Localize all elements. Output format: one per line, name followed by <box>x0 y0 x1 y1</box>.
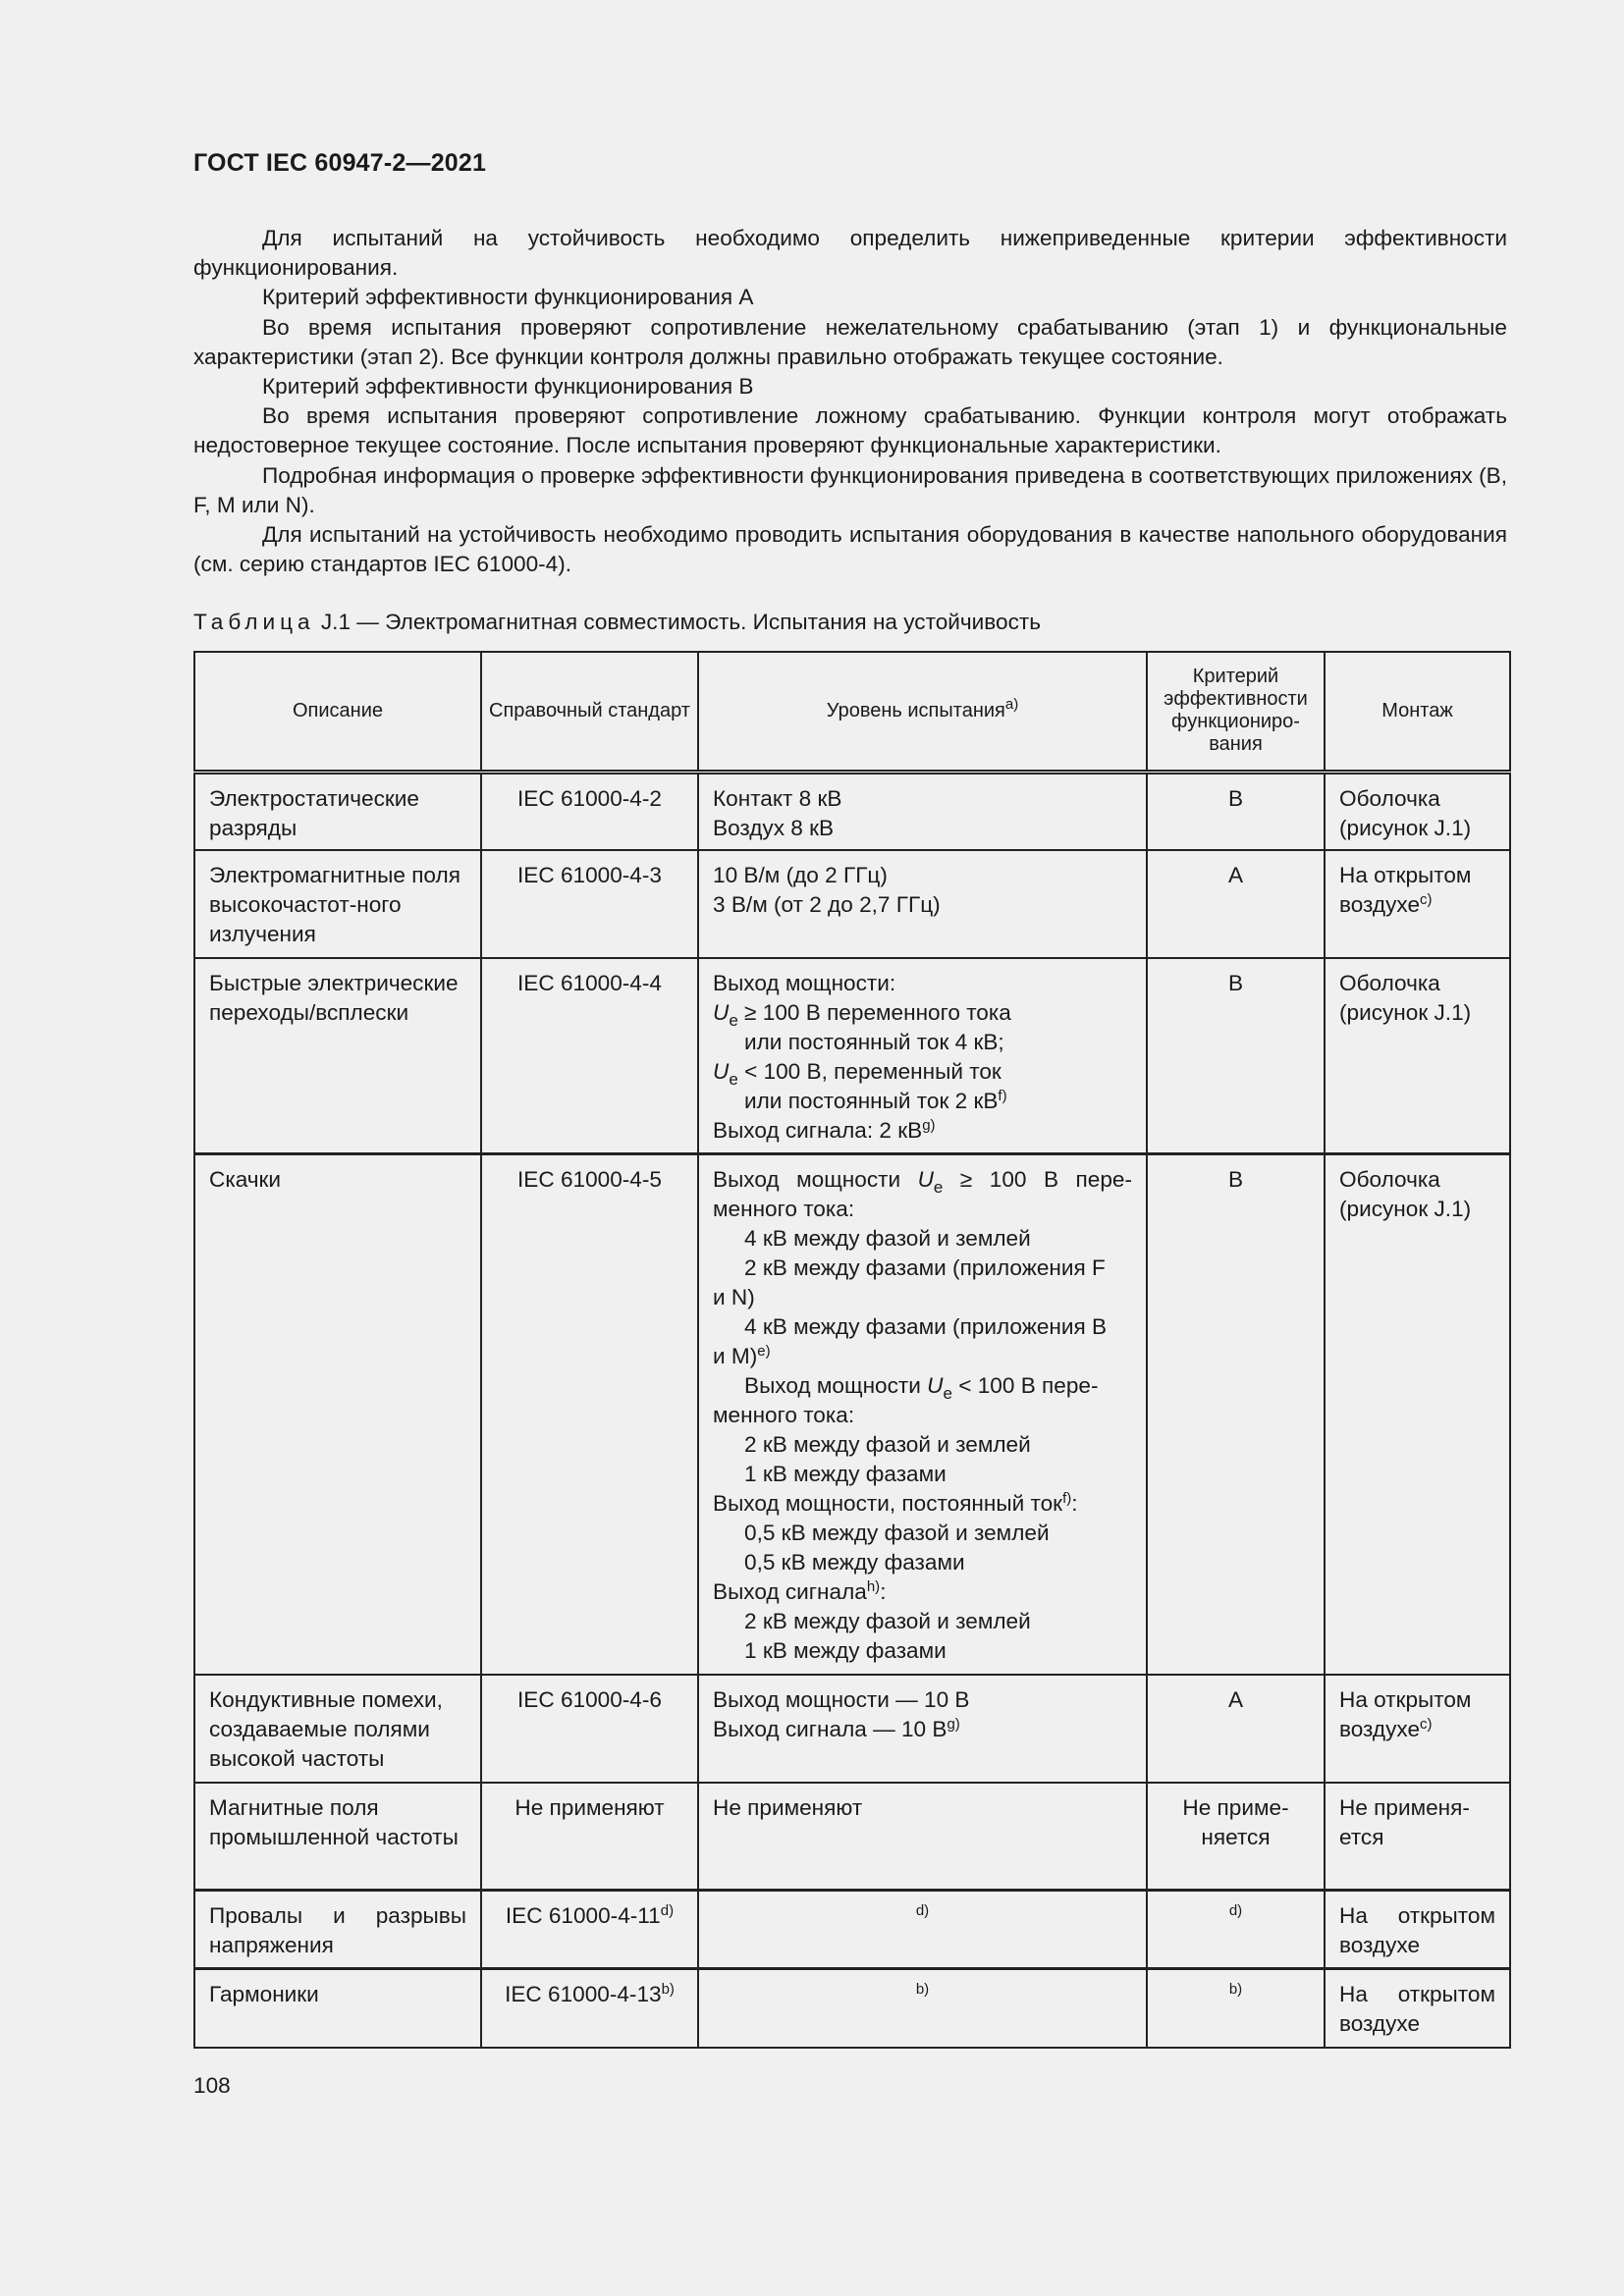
footnote-ref: g) <box>922 1116 936 1134</box>
level-line: 10 В/м (до 2 ГГц) <box>713 862 888 887</box>
cell-level <box>698 1675 1147 1783</box>
level-line: Выход сигнала$^{h)}$: <box>713 1578 887 1604</box>
paragraph: Критерий эффективности функционирования В <box>262 374 754 400</box>
cell-description: Электромагнитные поля высокочастот-ного излучения <box>194 850 481 958</box>
cell-criterion: Не приме-няется <box>1147 1783 1325 1891</box>
header-criterion: Критерий эффективности функциониро-вания <box>1147 652 1325 772</box>
level-line: Выход мощности, постоянный ток$^{f)}$: <box>713 1490 1078 1516</box>
level-text: Выход сигнала <box>713 1579 867 1604</box>
level-text: или постоянный ток 2 кВ <box>744 1088 999 1113</box>
footnote-ref: b) <box>661 1981 675 1998</box>
level-line <box>713 998 1132 1028</box>
level-line: 0,5 кВ между фазами <box>744 1550 965 1575</box>
level-line: 4 кВ между фазами (приложения B <box>744 1314 1108 1339</box>
level-text: < 100 В, переменный ток <box>744 1058 1001 1084</box>
table-row <box>194 1154 1510 1675</box>
level-line: 2 кВ между фазой и землей <box>744 1432 1031 1457</box>
paragraph: Подробная информация о проверке эффективности функционирования приведена в соответствующих приложениях (B, F, M или N). <box>193 462 1508 517</box>
cell-mounting <box>1325 850 1510 958</box>
cell-reference: IEC 61000-4-2 <box>481 772 698 850</box>
cell-mounting <box>1325 1969 1510 2048</box>
cell-mounting: Оболочка (рисунок J.1) <box>1325 1154 1510 1675</box>
table-row <box>194 850 1510 958</box>
cell-criterion: B <box>1147 1154 1325 1675</box>
cell-level <box>698 958 1147 1154</box>
level-line: менного тока: <box>713 1197 855 1221</box>
page-number: 108 <box>193 2073 231 2098</box>
footnote-ref: d) <box>915 1902 930 1919</box>
footnote-ref: g) <box>947 1715 960 1733</box>
paragraph: Для испытаний на устойчивость необходимо определить нижеприведенные критерии эффективности функционирования. <box>193 226 1507 281</box>
symbol-u: U <box>713 999 730 1025</box>
table-header-row <box>194 652 1510 772</box>
symbol-u: U <box>927 1373 944 1398</box>
cell-reference: IEC 61000-4-3 <box>481 850 698 958</box>
reference-text: IEC 61000-4-11 <box>505 1903 661 1928</box>
table-caption <box>193 610 1041 635</box>
table-row <box>194 1969 1510 2048</box>
footnote-ref: c) <box>1420 1715 1433 1733</box>
footnote-ref: c) <box>1420 890 1433 908</box>
level-text: ≥ 100 В переменного тока <box>744 999 1011 1025</box>
cell-criterion: B <box>1147 958 1325 1154</box>
level-text: Выход мощности <box>713 1167 901 1192</box>
emc-immunity-table <box>193 651 1511 2049</box>
cell-reference: Не применяют <box>481 1783 698 1891</box>
cell-level <box>698 1891 1147 1969</box>
description-text: Провалы и разрывы напряжения <box>209 1903 466 1957</box>
level-line <box>713 1165 1132 1195</box>
level-line: 1 кВ между фазами <box>744 1462 947 1486</box>
cell-description: Кондуктивные помехи, создаваемые полями высокой частоты <box>194 1675 481 1783</box>
cell-level: Не применяют <box>698 1783 1147 1891</box>
cell-description: Быстрые электрические переходы/всплески <box>194 958 481 1154</box>
footnote-ref: b) <box>915 1981 930 1998</box>
level-line: 3 В/м (от 2 до 2,7 ГГц) <box>713 891 941 917</box>
level-line <box>713 1057 1132 1087</box>
level-line: менного тока: <box>713 1403 855 1427</box>
paragraph: Критерий эффективности функционирования А <box>262 285 754 310</box>
level-line <box>713 1715 1132 1744</box>
table-row <box>194 772 1510 850</box>
cell-mounting: Не применя-ется <box>1325 1783 1510 1891</box>
cell-criterion: A <box>1147 850 1325 958</box>
footnote-ref: b) <box>1228 1981 1243 1998</box>
level-line: 0,5 кВ между фазой и землей <box>744 1521 1050 1545</box>
header-level-text: Уровень испытания <box>826 699 1005 721</box>
level-line: 2 кВ между фазой и землей <box>744 1609 1031 1633</box>
paragraph: Во время испытания проверяют сопротивление нежелательному срабатыванию (этап 1) и функциональные характеристики (этап 2). Все функции контроля должны правильно отображать текущее состояние. <box>193 314 1507 369</box>
mounting-line: На открытом <box>1339 1982 1495 2006</box>
cell-level <box>698 1969 1147 2048</box>
symbol-sub: e <box>933 1178 944 1197</box>
level-line <box>713 1342 1132 1371</box>
table-row <box>194 1891 1510 1969</box>
table-row <box>194 1675 1510 1783</box>
level-line: или постоянный ток 4 кВ; <box>744 1029 1004 1054</box>
symbol-sub: e <box>729 1069 738 1089</box>
cell-reference <box>481 1969 698 2048</box>
cell-reference: IEC 61000-4-5 <box>481 1154 698 1675</box>
level-text: Выход мощности <box>744 1373 921 1398</box>
cell-criterion: B <box>1147 772 1325 850</box>
mounting-line: воздухе <box>1339 2011 1421 2036</box>
footnote-ref: f) <box>1062 1490 1072 1507</box>
cell-mounting <box>1325 1675 1510 1783</box>
cell-mounting: Оболочка (рисунок J.1) <box>1325 958 1510 1154</box>
level-line <box>713 1087 1132 1116</box>
level-line <box>713 1116 1132 1146</box>
cell-criterion <box>1147 1891 1325 1969</box>
symbol-sub: e <box>729 1010 738 1030</box>
header-mounting: Монтаж <box>1325 652 1510 772</box>
cell-level <box>698 1154 1147 1675</box>
footnote-ref: f) <box>998 1087 1007 1104</box>
document-header: ГОСТ IEC 60947-2—2021 <box>193 149 487 177</box>
table-row <box>194 958 1510 1154</box>
cell-criterion <box>1147 1969 1325 2048</box>
paragraph: Во время испытания проверяют сопротивление ложному срабатыванию. Функции контроля могут отображать недостоверное текущее состояние. После испытания проверяют функциональные характеристики. <box>193 403 1507 458</box>
table-caption-text: J.1 — Электромагнитная совместимость. Испытания на устойчивость <box>320 610 1042 634</box>
level-line: и N) <box>713 1285 755 1309</box>
level-line: Воздух 8 кВ <box>713 815 835 840</box>
cell-level <box>698 772 1147 850</box>
symbol-sub: e <box>943 1384 952 1403</box>
cell-description: Электростатические разряды <box>194 772 481 850</box>
header-description: Описание <box>194 652 481 772</box>
level-text: Выход сигнала: 2 кВ <box>713 1117 923 1143</box>
level-line: 1 кВ между фазами <box>744 1638 947 1663</box>
footnote-ref: d) <box>1228 1902 1243 1919</box>
paragraph: Для испытаний на устойчивость необходимо проводить испытания оборудования в качестве напольного оборудования (см. серию стандартов IEC 61000-4). <box>193 522 1507 577</box>
cell-mounting <box>1325 1891 1510 1969</box>
footnote-ref: a) <box>1004 695 1019 713</box>
level-line: 2 кВ между фазами (приложения F <box>744 1255 1106 1280</box>
symbol-u: U <box>917 1167 934 1192</box>
level-text: ≥ 100 В пере- <box>959 1167 1132 1192</box>
level-text: Выход мощности, постоянный ток <box>713 1491 1063 1516</box>
cell-reference <box>481 1891 698 1969</box>
body-text <box>193 224 1507 579</box>
cell-criterion: A <box>1147 1675 1325 1783</box>
mounting-line: На открытом <box>1339 1903 1495 1928</box>
level-line <box>713 1371 1132 1401</box>
level-line: 4 кВ между фазой и землей <box>744 1226 1031 1251</box>
table-caption-word: Таблица <box>193 610 315 634</box>
cell-description: Гармоники <box>194 1969 481 2048</box>
footnote-ref: h) <box>866 1578 881 1595</box>
mounting-text: На открытом воздухе <box>1339 1686 1472 1741</box>
cell-mounting: Оболочка (рисунок J.1) <box>1325 772 1510 850</box>
level-line: Выход мощности: <box>713 970 896 995</box>
header-level <box>698 652 1147 772</box>
cell-description: Магнитные поля промышленной частоты <box>194 1783 481 1891</box>
level-text: и M) <box>713 1344 758 1368</box>
footnote-ref: d) <box>660 1902 675 1919</box>
level-text: Выход сигнала — 10 В <box>713 1716 947 1741</box>
cell-reference: IEC 61000-4-4 <box>481 958 698 1154</box>
mounting-line: воздухе <box>1339 1933 1421 1957</box>
cell-description <box>194 1891 481 1969</box>
table-row <box>194 1783 1510 1891</box>
level-line: Контакт 8 кВ <box>713 785 842 811</box>
symbol-u: U <box>713 1058 730 1084</box>
footnote-ref: e) <box>757 1343 771 1360</box>
cell-reference: IEC 61000-4-6 <box>481 1675 698 1783</box>
level-line: Выход мощности — 10 В <box>713 1686 970 1712</box>
header-reference: Справочный стандарт <box>481 652 698 772</box>
mounting-text: На открытом воздухе <box>1339 862 1472 917</box>
cell-description: Скачки <box>194 1154 481 1675</box>
reference-text: IEC 61000-4-13 <box>505 1982 662 2006</box>
cell-level <box>698 850 1147 958</box>
level-text: < 100 В пере- <box>958 1373 1099 1398</box>
